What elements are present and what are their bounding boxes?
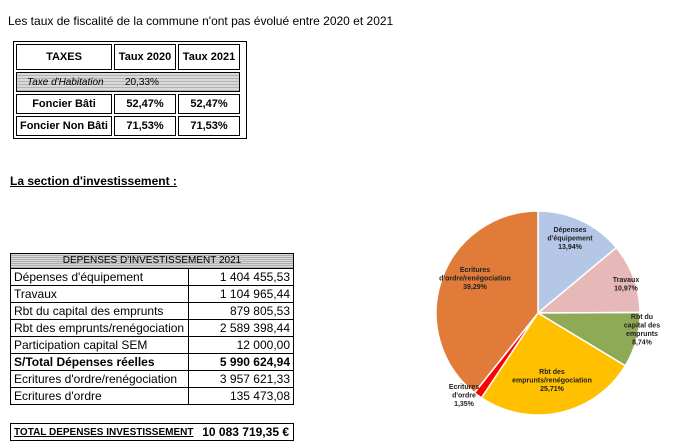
tax-rates-table xyxy=(13,41,247,139)
table-row xyxy=(11,337,293,354)
pie-slice-label: Rbt du capital des emprunts 8,74% xyxy=(623,314,661,347)
row-amount: 135 473,08 xyxy=(229,389,290,403)
row-label: Dépenses d'équipement xyxy=(11,269,189,285)
row-amount: 1 404 455,53 xyxy=(219,270,290,284)
row-amount: 3 957 621,33 xyxy=(219,372,290,386)
table-row xyxy=(11,320,293,337)
table-row xyxy=(11,303,293,320)
investment-table-title: DEPENSES D'INVESTISSEMENT 2021 xyxy=(11,254,293,269)
subtotal-row xyxy=(11,354,293,371)
tax-row-habitation xyxy=(16,72,244,92)
tax-label: Foncier Bâti xyxy=(16,94,112,114)
tax-rate-2020: 71,53% xyxy=(114,116,176,136)
section-title-investment: La section d'investissement : xyxy=(10,174,177,188)
investment-pie-chart xyxy=(420,210,700,420)
row-label: Rbt des emprunts/renégociation xyxy=(11,320,189,336)
tax-label: Foncier Non Bâti xyxy=(16,116,112,136)
tax-rate-2020: 52,47% xyxy=(114,94,176,114)
row-amount: 1 104 965,44 xyxy=(219,287,290,301)
row-label: Rbt du capital des emprunts xyxy=(11,303,189,319)
row-label: Ecritures d'ordre xyxy=(11,388,189,404)
row-label: Ecritures d'ordre/renégociation xyxy=(11,371,189,387)
tax-header-taxes: TAXES xyxy=(16,44,112,70)
total-value: 10 083 719,35 € xyxy=(202,425,289,439)
pie-slice-label: Travaux 10,97% xyxy=(612,277,640,293)
row-amount: 879 805,53 xyxy=(229,304,290,318)
table-row xyxy=(11,269,293,286)
tax-habitation-value: 20,33% xyxy=(125,76,159,88)
row-amount: 2 589 398,44 xyxy=(219,321,290,335)
row-label: Participation capital SEM xyxy=(11,337,189,353)
pie-slice-label: Dépenses d'équipement 13,94% xyxy=(547,227,593,251)
tax-habitation-label: Taxe d'Habitation xyxy=(27,76,104,88)
investment-table xyxy=(10,253,294,405)
total-investment-row xyxy=(10,423,294,441)
intro-text: Les taux de fiscalité de la commune n'ont pas évolué entre 2020 et 2021 xyxy=(8,14,394,28)
pie-slice-label: Ecritures d'ordre/renégociation 39,29% xyxy=(439,267,511,291)
pie-slice-label: Ecritures d'ordre 1,35% xyxy=(448,384,480,408)
row-label: S/Total Dépenses réelles xyxy=(11,354,189,370)
tax-header-2021: Taux 2021 xyxy=(178,44,240,70)
row-amount: 12 000,00 xyxy=(236,338,290,352)
pie-slice-label: Rbt des emprunts/renégociation 25,71% xyxy=(512,369,592,393)
table-row xyxy=(11,286,293,303)
table-row xyxy=(11,371,293,388)
tax-row-foncier-bati xyxy=(16,94,244,114)
tax-header-2020: Taux 2020 xyxy=(114,44,176,70)
total-label: TOTAL DEPENSES INVESTISSEMENT xyxy=(14,426,194,438)
tax-row-foncier-non-bati xyxy=(16,116,244,136)
row-label: Travaux xyxy=(11,286,189,302)
tax-habitation-cell xyxy=(16,72,240,92)
row-amount: 5 990 624,94 xyxy=(219,355,290,369)
tax-table-header-row xyxy=(16,44,244,70)
table-row xyxy=(11,388,293,404)
tax-rate-2021: 71,53% xyxy=(178,116,240,136)
tax-rate-2021: 52,47% xyxy=(178,94,240,114)
